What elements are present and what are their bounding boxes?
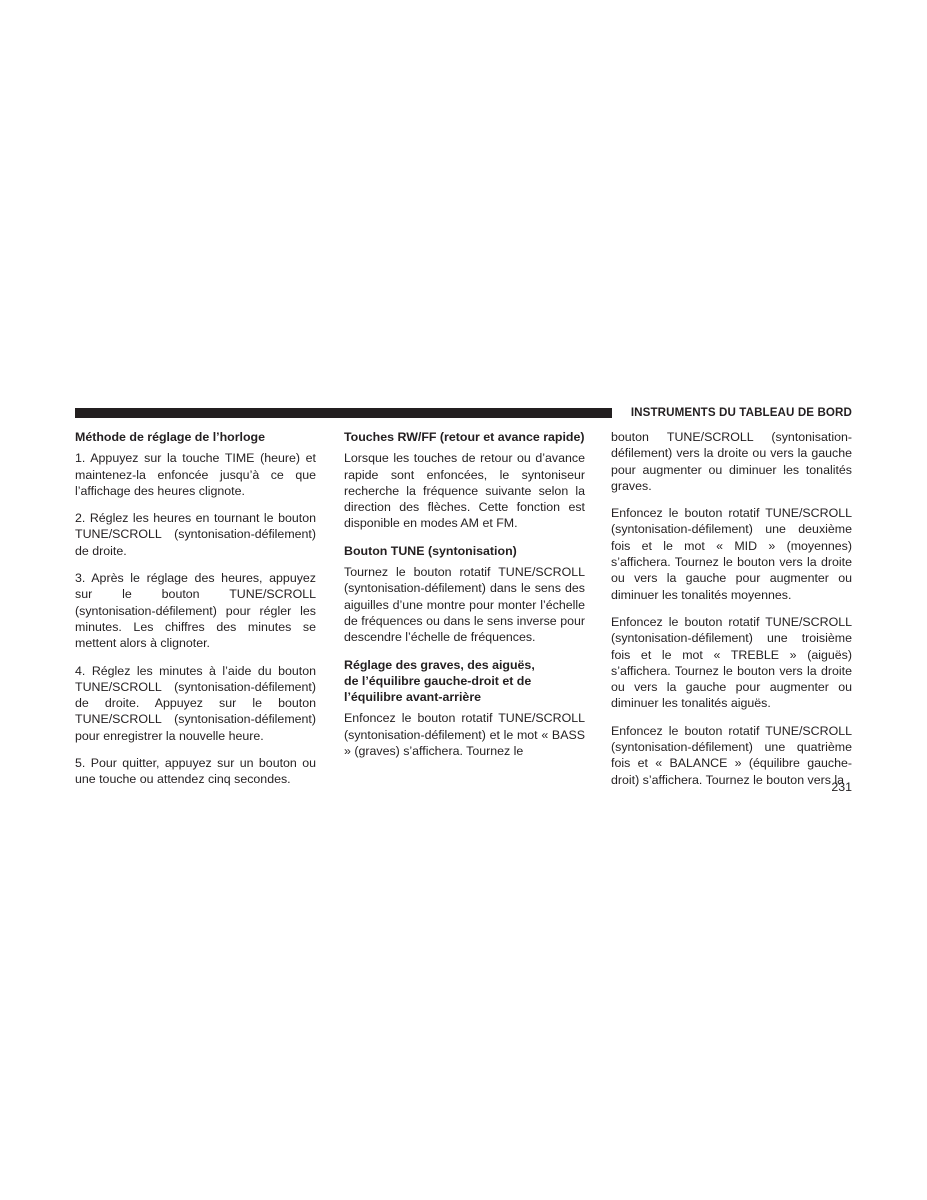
paragraph-step-5: 5. Pour quitter, appuyez sur un bouton ou une touche ou attendez cinq secondes.: [75, 756, 316, 787]
section-title: INSTRUMENTS DU TABLEAU DE BORD: [630, 406, 852, 419]
paragraph-step-3: 3. Après le réglage des heures, appuyez sur le bouton TUNE/SCROLL (syntonisation-défilement) pour régler les minutes. Les chiffres des minutes se mettent alors à clignoter.: [75, 571, 316, 651]
column-3: [611, 429, 852, 799]
column-1: [75, 429, 316, 799]
heading-tone-balance: Réglage des graves, des aiguës, de l’équilibre gauche-droit et de l’équilibre avant-arrière: [344, 657, 535, 705]
heading-tune: Bouton TUNE (syntonisation): [344, 543, 517, 558]
heading-clock-setting: Méthode de réglage de l’horloge: [75, 430, 266, 444]
paragraph-step-2: 2. Réglez les heures en tournant le bouton TUNE/SCROLL (syntonisation-défilement) de droite.: [75, 511, 316, 558]
column-2: [344, 429, 585, 770]
heading-rw-ff: Touches RW/FF (retour et avance rapide): [344, 430, 585, 444]
paragraph-bass-continued: bouton TUNE/SCROLL (syntonisation-défilement) vers la droite ou vers la gauche pour augmenter ou diminuer les tonalités graves.: [611, 430, 852, 493]
paragraph-treble: Enfoncez le bouton rotatif TUNE/SCROLL (syntonisation-défilement) une troisième fois et le mot « TREBLE » (aiguës) s’affichera. Tournez le bouton vers la droite ou vers la gauche pour augmenter ou diminuer les tonalités aiguës.: [611, 614, 852, 711]
paragraph-mid: Enfoncez le bouton rotatif TUNE/SCROLL (syntonisation-défilement) une deuxième fois et le mot « MID » (moyennes) s’affichera. Tournez le bouton vers la droite ou vers la gauche pour augmenter ou diminuer les tonalités moyennes.: [611, 506, 852, 602]
page-number: 231: [831, 780, 852, 794]
paragraph-step-4: 4. Réglez les minutes à l’aide du bouton TUNE/SCROLL (syntonisation-défilement) de droite. Appuyez sur le bouton TUNE/SCROLL (syntonisation-défilement) pour enregistrer la nouvelle heure.: [75, 663, 316, 743]
paragraph-step-1: 1. Appuyez sur la touche TIME (heure) et maintenez-la enfoncée jusqu’à ce que l’affichage des heures clignote.: [75, 451, 316, 498]
header-rule-bar: [75, 408, 612, 418]
paragraph-rw-ff: Lorsque les touches de retour ou d’avance rapide sont enfoncées, le syntoniseur recherche la fréquence suivante selon la direction des flèches. Cette fonction est disponible en modes AM et FM.: [344, 451, 585, 531]
paragraph-tune: Tournez le bouton rotatif TUNE/SCROLL (syntonisation-défilement) dans le sens des aiguilles d’une montre pour monter l’échelle de fréquences ou dans le sens inverse pour descendre l’échelle de fréquences.: [344, 565, 585, 645]
paragraph-balance: Enfoncez le bouton rotatif TUNE/SCROLL (syntonisation-défilement) une quatrième fois et « BALANCE » (équilibre gauche-droit) s’affichera. Tournez le bouton vers la: [611, 723, 852, 787]
paragraph-bass: Enfoncez le bouton rotatif TUNE/SCROLL (syntonisation-défilement) et le mot « BASS » (graves) s’affichera. Tournez le: [344, 711, 585, 759]
